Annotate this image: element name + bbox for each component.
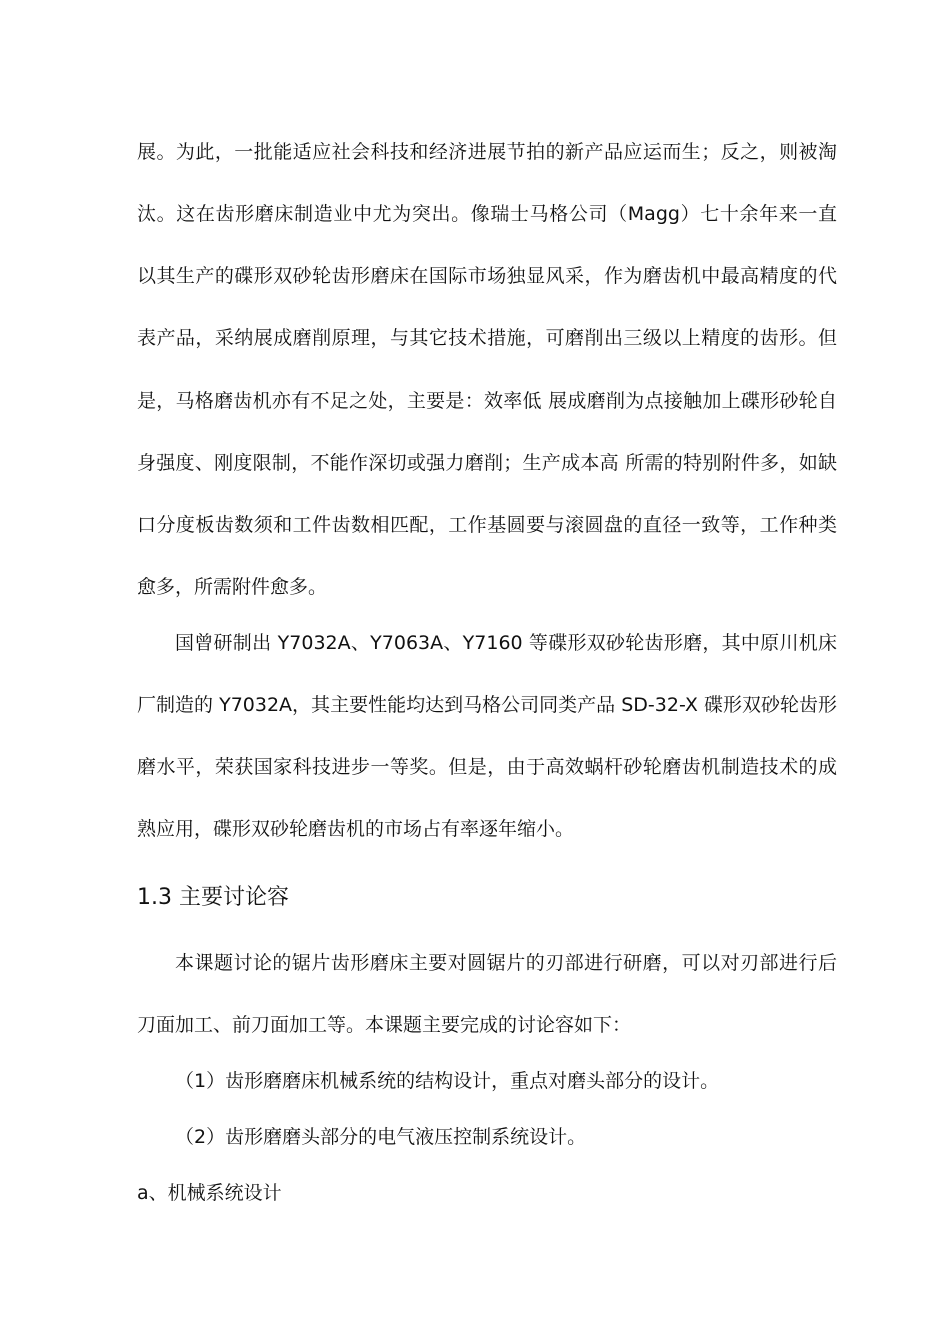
subsection-heading: a、机械系统设计 <box>137 1182 282 1204</box>
paragraph-line: 以其生产的碟形双砂轮齿形磨床在国际市场独显风采，作为磨齿机中最高精度的代 <box>137 265 837 287</box>
paragraph-line: 汰。这在齿形磨床制造业中尤为突出。像瑞士马格公司（Magg）七十余年来一直 <box>137 203 837 225</box>
list-item: （1）齿形磨磨床机械系统的结构设计，重点对磨头部分的设计。 <box>175 1070 720 1092</box>
paragraph-line: 刀面加工、前刀面加工等。本课题主要完成的讨论容如下： <box>137 1014 632 1036</box>
list-item: （2）齿形磨磨头部分的电气液压控制系统设计。 <box>175 1126 587 1148</box>
section-heading: 1.3 主要讨论容 <box>137 885 289 910</box>
paragraph-line: 表产品，采纳展成磨削原理，与其它技术措施，可磨削出三级以上精度的齿形。但 <box>137 327 837 349</box>
paragraph-line: 是，马格磨齿机亦有不足之处，主要是：效率低 展成磨削为点接触加上碟形砂轮自 <box>137 390 837 412</box>
paragraph-line: 本课题讨论的锯片齿形磨床主要对圆锯片的刃部进行研磨，可以对刃部进行后 <box>175 952 837 974</box>
paragraph-line: 厂制造的 Y7032A，其主要性能均达到马格公司同类产品 SD-32-X 碟形双砂轮齿形 <box>137 694 837 716</box>
paragraph-line: 愈多，所需附件愈多。 <box>137 576 328 598</box>
paragraph-line: 展。为此，一批能适应社会科技和经济进展节拍的新产品应运而生；反之，则被淘 <box>137 141 837 163</box>
paragraph-line: 磨水平，荣获国家科技进步一等奖。但是，由于高效蜗杆砂轮磨齿机制造技术的成 <box>137 756 837 778</box>
paragraph-line: 国曾研制出 Y7032A、Y7063A、Y7160 等碟形双砂轮齿形磨，其中原川机床 <box>175 632 837 654</box>
paragraph-line: 口分度板齿数须和工件齿数相匹配，工作基圆要与滚圆盘的直径一致等，工作种类 <box>137 514 837 536</box>
paragraph-line: 熟应用，碟形双砂轮磨齿机的市场占有率逐年缩小。 <box>137 818 575 840</box>
paragraph-line: 身强度、刚度限制，不能作深切或强力磨削；生产成本高 所需的特别附件多，如缺 <box>137 452 837 474</box>
